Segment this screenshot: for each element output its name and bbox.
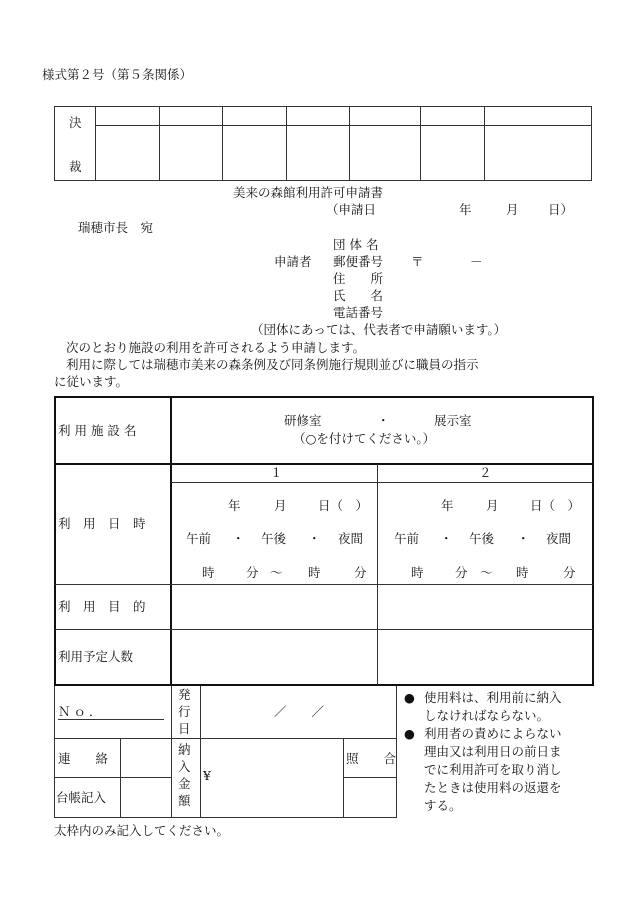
ledger-label: 台帳記入: [56, 790, 107, 805]
col1-hour-start[interactable]: 時: [202, 565, 215, 580]
applicant-field-phone: 電話番号: [333, 305, 384, 320]
applicant-field-name: 氏 名: [333, 288, 384, 303]
datetime-col1-header: １: [270, 465, 283, 480]
yen-sign: ¥: [203, 768, 211, 783]
col2-min-end[interactable]: 分: [563, 565, 576, 580]
postal-mark: 〒: [411, 254, 424, 269]
office-divider: [396, 686, 397, 818]
col2-month[interactable]: 月: [486, 498, 499, 513]
col1-month[interactable]: 月: [274, 498, 287, 513]
facility-instruction: （○を付けてください。）: [293, 431, 436, 446]
note-2-line-4: たときは使用料の返還を: [424, 780, 562, 795]
facility-option-training-room[interactable]: 研修室: [284, 413, 322, 428]
col2-min-start[interactable]: 分: [455, 565, 468, 580]
payment-label-1: 納: [178, 742, 191, 757]
col1-dot-2: ・: [308, 531, 321, 546]
office-divider: [200, 686, 201, 818]
col1-year[interactable]: 年: [228, 498, 241, 513]
purpose-input-col1[interactable]: [172, 586, 376, 628]
intro-line-2: 利用に際しては瑞穂市美来の森条例及び同条例施行規則並びに職員の指示: [66, 357, 479, 372]
col1-tilde: ～: [270, 565, 283, 580]
approval-label-cell: [55, 107, 96, 181]
office-frame-bottom: [54, 817, 397, 818]
approval-stamp-cell[interactable]: [485, 107, 592, 126]
approval-stamp-cell[interactable]: [160, 107, 223, 126]
note-bullet: ●: [404, 690, 415, 705]
approval-stamp-cell[interactable]: [350, 126, 421, 181]
approval-stamp-cell[interactable]: [160, 126, 223, 181]
approval-table: [54, 106, 592, 181]
applicant-field-group-name: 団 体 名: [333, 237, 379, 252]
col2-hour-start[interactable]: 時: [411, 565, 424, 580]
issue-date-label-2: 行: [178, 704, 191, 719]
form-number: 様式第２号（第５条関係）: [42, 67, 193, 82]
note-2-line-5: する。: [424, 798, 462, 813]
row-divider: [171, 482, 593, 483]
col1-dot-1: ・: [232, 531, 245, 546]
payment-label-4: 額: [178, 793, 191, 808]
application-date-day: 日）: [548, 202, 574, 217]
facility-separator: ・: [377, 413, 390, 428]
office-frame-left: [54, 686, 55, 818]
facility-label: 利 用 施 設 名: [58, 423, 137, 438]
col2-dot-2: ・: [517, 531, 530, 546]
people-label: 利用予定人数: [58, 649, 134, 664]
issue-date-value[interactable]: ／ ／: [274, 704, 325, 719]
col2-night[interactable]: 夜間: [546, 531, 572, 546]
applicant-note: （団体にあっては、代表者で申請願います。）: [251, 322, 507, 337]
addressee: 瑞穂市長 宛: [78, 220, 154, 235]
col1-hour-end[interactable]: 時: [308, 565, 321, 580]
approval-stamp-cell[interactable]: [287, 126, 350, 181]
note-bullet: ●: [404, 726, 415, 741]
col1-night[interactable]: 夜間: [338, 531, 364, 546]
col1-min-end[interactable]: 分: [354, 565, 367, 580]
people-input-col2[interactable]: [379, 631, 592, 684]
col1-day[interactable]: 日（ ）: [318, 498, 369, 513]
form-title: 美来の森館利用許可申請書: [233, 185, 384, 200]
approval-stamp-cell[interactable]: [421, 126, 485, 181]
note-2-line-2: 理由又は利用日の前日ま: [424, 744, 562, 759]
col2-hour-end[interactable]: 時: [516, 565, 529, 580]
applicant-label: 申請者: [274, 254, 312, 269]
office-divider: [54, 777, 171, 778]
payment-label-3: 金: [178, 776, 191, 791]
col1-am[interactable]: 午前: [186, 531, 212, 546]
footer-note: 太枠内のみ記入してください。: [54, 823, 230, 838]
facility-option-exhibition-room[interactable]: 展示室: [434, 413, 472, 428]
issue-date-label-1: 発: [178, 687, 191, 702]
applicant-field-address: 住 所: [333, 271, 384, 286]
approval-stamp-cell[interactable]: [223, 107, 287, 126]
contact-label: 連 絡: [58, 751, 109, 766]
office-divider: [171, 686, 172, 818]
col1-min-start[interactable]: 分: [246, 565, 259, 580]
col2-am[interactable]: 午前: [394, 531, 420, 546]
row-divider: [55, 629, 593, 630]
datetime-col2-header: ２: [479, 465, 492, 480]
purpose-label: 利 用 目 的: [58, 599, 146, 614]
note-1-line-2: しなければならない。: [424, 708, 550, 723]
row-divider: [55, 584, 593, 585]
application-date-open: （申請日: [326, 202, 377, 217]
intro-line-3: に従います。: [54, 374, 129, 389]
datetime-label: 利 用 日 時: [58, 516, 146, 531]
approval-stamp-cell[interactable]: [223, 126, 287, 181]
column-divider: [377, 464, 378, 685]
office-divider: [120, 738, 121, 818]
approval-label-bottom: 裁: [69, 159, 82, 174]
approval-label-top: 決: [69, 115, 82, 130]
issue-date-label-3: 日: [178, 721, 191, 736]
approval-stamp-cell[interactable]: [421, 107, 485, 126]
col2-dot-1: ・: [440, 531, 453, 546]
purpose-input-col2[interactable]: [379, 586, 592, 628]
payment-label-2: 入: [178, 759, 191, 774]
approval-stamp-cell[interactable]: [350, 107, 421, 126]
col2-day[interactable]: 日（ ）: [530, 498, 581, 513]
office-divider: [343, 738, 344, 818]
approval-stamp-cell[interactable]: [287, 107, 350, 126]
note-2-line-3: でに利用許可を取り消し: [424, 762, 562, 777]
note-2-line-1: 利用者の責めによらない: [424, 726, 562, 741]
note-1-line-1: 使用料は、利用前に納入: [424, 690, 562, 705]
approval-stamp-cell[interactable]: [96, 107, 160, 126]
col2-pm[interactable]: 午後: [469, 531, 495, 546]
no-label: Ｎｏ．: [58, 704, 105, 719]
approval-stamp-cell[interactable]: [96, 126, 160, 181]
intro-line-1: 次のとおり施設の利用を許可されるよう申請します。: [66, 340, 366, 355]
application-date-year: 年: [459, 202, 472, 217]
row-divider: [55, 463, 593, 465]
check-label: 照 合: [346, 751, 397, 766]
applicant-field-postal: 郵便番号: [333, 254, 384, 269]
no-underline: [58, 719, 164, 720]
approval-stamp-cell[interactable]: [485, 126, 592, 181]
office-divider: [54, 738, 397, 739]
col2-tilde: ～: [480, 565, 493, 580]
postal-dash: －: [470, 254, 483, 269]
col1-pm[interactable]: 午後: [261, 531, 287, 546]
application-date-month: 月: [506, 202, 519, 217]
office-divider: [343, 777, 397, 778]
people-input-col1[interactable]: [172, 631, 376, 684]
col2-year[interactable]: 年: [441, 498, 454, 513]
